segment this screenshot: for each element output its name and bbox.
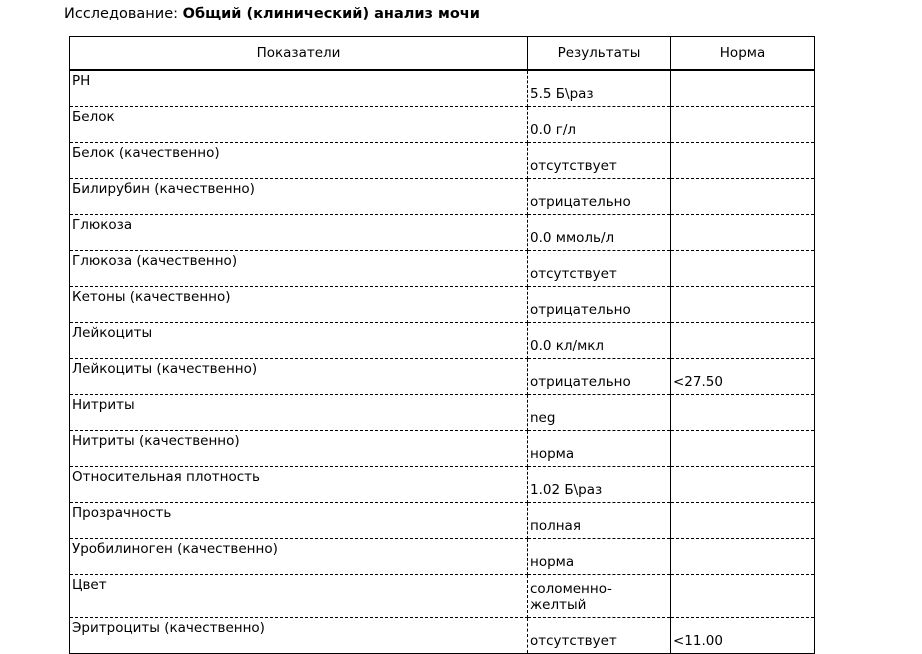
norm-value xyxy=(671,467,815,503)
indicator-name: Уробилиноген (качественно) xyxy=(70,539,528,575)
result-value: полная xyxy=(528,503,671,539)
study-heading xyxy=(64,5,480,23)
study-title: Общий (клинический) анализ мочи xyxy=(182,6,480,22)
result-value: отрицательно xyxy=(528,287,671,323)
norm-value xyxy=(671,431,815,467)
indicator-name: Белок xyxy=(70,107,528,143)
norm-value xyxy=(671,107,815,143)
table-row xyxy=(70,107,815,143)
norm-value xyxy=(671,215,815,251)
result-value: отрицательно xyxy=(528,179,671,215)
norm-value xyxy=(671,70,815,107)
norm-value xyxy=(671,143,815,179)
indicator-name: PH xyxy=(70,70,528,107)
column-header-norm: Норма xyxy=(671,37,815,71)
table-row xyxy=(70,539,815,575)
table-row xyxy=(70,503,815,539)
indicator-name: Относительная плотность xyxy=(70,467,528,503)
indicator-name: Лейкоциты (качественно) xyxy=(70,359,528,395)
result-value: отсутствует xyxy=(528,618,671,654)
norm-value xyxy=(671,251,815,287)
table-row xyxy=(70,143,815,179)
table-row xyxy=(70,467,815,503)
indicator-name: Нитриты (качественно) xyxy=(70,431,528,467)
column-header-indicator: Показатели xyxy=(70,37,528,71)
norm-value xyxy=(671,287,815,323)
table-row xyxy=(70,215,815,251)
result-value: neg xyxy=(528,395,671,431)
result-value: отсутствует xyxy=(528,251,671,287)
result-value: 0.0 г/л xyxy=(528,107,671,143)
indicator-name: Кетоны (качественно) xyxy=(70,287,528,323)
table-row xyxy=(70,179,815,215)
indicator-name: Прозрачность xyxy=(70,503,528,539)
norm-value xyxy=(671,575,815,618)
table-row xyxy=(70,287,815,323)
indicator-name: Нитриты xyxy=(70,395,528,431)
norm-value xyxy=(671,503,815,539)
table-row xyxy=(70,395,815,431)
norm-value: <27.50 xyxy=(671,359,815,395)
table-row xyxy=(70,359,815,395)
column-header-result: Результаты xyxy=(528,37,671,71)
indicator-name: Билирубин (качественно) xyxy=(70,179,528,215)
norm-value xyxy=(671,323,815,359)
result-value: 1.02 Б\раз xyxy=(528,467,671,503)
indicator-name: Цвет xyxy=(70,575,528,618)
indicator-name: Глюкоза xyxy=(70,215,528,251)
result-value: 0.0 ммоль/л xyxy=(528,215,671,251)
result-value: отсутствует xyxy=(528,143,671,179)
table-row xyxy=(70,618,815,654)
table-row xyxy=(70,251,815,287)
indicator-name: Глюкоза (качественно) xyxy=(70,251,528,287)
table-row xyxy=(70,431,815,467)
result-value: норма xyxy=(528,431,671,467)
result-value: 5.5 Б\раз xyxy=(528,70,671,107)
table-row xyxy=(70,323,815,359)
indicator-name: Эритроциты (качественно) xyxy=(70,618,528,654)
indicator-name: Белок (качественно) xyxy=(70,143,528,179)
result-value: норма xyxy=(528,539,671,575)
results-table xyxy=(69,36,815,654)
result-value: отрицательно xyxy=(528,359,671,395)
table-header-row xyxy=(70,37,815,71)
table-row xyxy=(70,575,815,618)
norm-value xyxy=(671,539,815,575)
norm-value: <11.00 xyxy=(671,618,815,654)
study-label: Исследование: xyxy=(64,6,179,22)
table-row xyxy=(70,70,815,107)
norm-value xyxy=(671,395,815,431)
norm-value xyxy=(671,179,815,215)
result-value: соломенно-желтый xyxy=(528,575,671,618)
result-value: 0.0 кл/мкл xyxy=(528,323,671,359)
indicator-name: Лейкоциты xyxy=(70,323,528,359)
